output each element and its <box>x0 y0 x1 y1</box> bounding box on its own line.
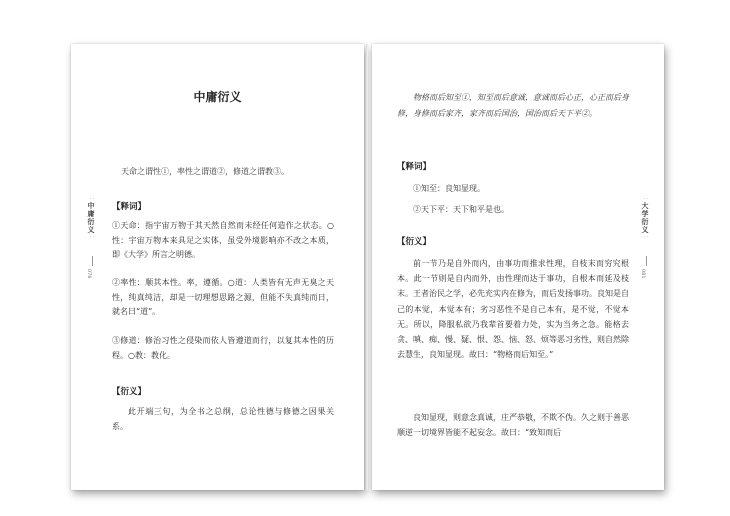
page-title: 中庸衍义 <box>193 90 242 104</box>
shici-entry: ①天命：指宇宙万物于其天然自然而未经任何造作之状态。○性：宇宙万物本来具足之实体，虽受外境影响亦不改之本质，即《大学》所言之明德。 <box>112 221 334 260</box>
classic-quote: 物格而后知至①，知至而后意诚，意诚而后心正，心正而后身修，身修而后家齐，家齐而后国治，国治而后天下平②。 <box>397 93 629 118</box>
side-tick <box>92 256 93 266</box>
side-dots: · · <box>643 196 649 202</box>
side-dots: · · <box>89 196 95 202</box>
left-side-marker <box>86 196 98 279</box>
right-side-marker <box>640 196 652 279</box>
yanyi-paragraph: 前一节乃是自外而内，由事功而推求性理，自枝末而穷究根本。此一节则是自内而外，由性理而达于事功，自根本而延及枝末。王者治民之学，必先充实内在修为，而后发扬事功。良知是自己的本觉，本觉本有；劣习恶性不是自己本有，是不觉，不觉本无。所以，降服私欲乃我辈首要着力处，实为当务之急。能格去贪、嗔、痴、慢、疑、恨、怨、恼、怒、烦等恶习劣性，则自然除去慧生，良知显现。故曰：“物格而后知至。” <box>397 259 629 360</box>
shici-entry: ③修道：修治习性之侵染而依人皆遵道而行，以复其本性的历程。○教：教化。 <box>112 336 334 360</box>
chapter-motto: 天命之谓性①，率性之谓道②，修道之谓教③。 <box>121 167 289 176</box>
right-side-title: 大学衍义 <box>641 202 650 234</box>
side-tick <box>646 256 647 266</box>
shici-entry: ②天下平：天下和平是也。 <box>413 205 509 214</box>
shici-heading: 【释词】 <box>397 162 432 172</box>
yanyi-paragraph: 良知显现，则意念真诚，庄严恭敬，不欺不伪。久之则于善恶顺逆一切境界皆能不起妄念。故曰：“致知而后 <box>397 413 629 438</box>
side-dots: · · <box>89 234 95 240</box>
book-gutter <box>366 44 368 490</box>
shici-entry: ①知至：良知显现。 <box>413 184 485 193</box>
shici-entry: ②率性：顺其本性。率，遵循。○道：人类皆有无声无臭之天性，纯真纯洁，却是一切理想思路之源，但能不失真纯而日，就名曰“道”。 <box>112 278 334 317</box>
left-side-title: 中庸衍义 <box>87 202 96 234</box>
right-page-number: 081 <box>640 269 646 279</box>
yanyi-paragraph: 此开端三句，为全书之总纲，总论性德与修德之因果关系。 <box>112 407 334 431</box>
yanyi-heading: 【衍义】 <box>397 237 432 247</box>
yanyi-heading: 【衍义】 <box>112 387 147 397</box>
side-dots: · · <box>643 234 649 240</box>
left-page-number: 076 <box>86 269 92 279</box>
shici-heading: 【释词】 <box>112 202 147 212</box>
